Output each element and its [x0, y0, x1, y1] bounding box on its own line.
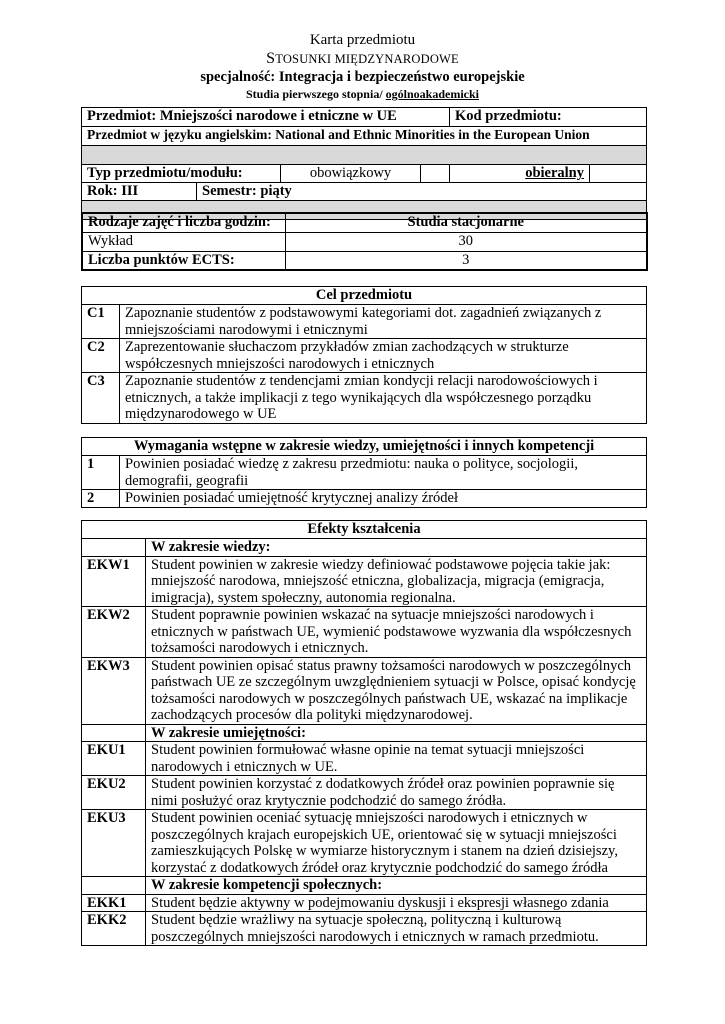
requirement-text: Powinien posiadać umiejętność krytycznej analizy źródeł — [120, 490, 647, 508]
document-label: Karta przedmiotu — [309, 32, 416, 48]
table-row — [82, 556, 647, 607]
course-title — [0, 50, 725, 68]
table-row — [82, 305, 647, 339]
study-mode: Studia stacjonarne — [285, 213, 647, 232]
outcome-code: EKW1 — [82, 556, 146, 607]
spacer-row — [82, 146, 647, 165]
study-level — [0, 87, 725, 102]
social-header: W zakresie kompetencji społecznych: — [146, 877, 647, 895]
table-row — [82, 373, 647, 424]
goal-text: Zaprezentowanie słuchaczom przykładów zmian zachodzących w strukturze współczesnych mniejszości narodowych i etnicznych — [120, 339, 647, 373]
goal-code: C3 — [82, 373, 120, 424]
type-mandatory-box — [421, 165, 450, 183]
hours-table — [81, 212, 648, 271]
goal-text: Zapoznanie studentów z tendencjami zmian kondycji relacji narodowościowych i etnicznych, a także implikacji z tego wynikających dla współczesnego porządku międzynarodowego w UE — [120, 373, 647, 424]
outcome-text: Student będzie aktywny w podejmowaniu dyskusji i ekspresji własnego zdania — [146, 894, 647, 912]
hours-label: Rodzaje zajęć i liczba godzin: — [82, 213, 285, 232]
outcome-code: EKU2 — [82, 776, 146, 810]
goal-text: Zapoznanie studentów z podstawowymi kategoriami dot. zagadnień związanych z mniejszościami narodowymi i etnicznymi — [120, 305, 647, 339]
outcome-code: EKK2 — [82, 912, 146, 946]
knowledge-header: W zakresie wiedzy: — [146, 539, 647, 557]
table-row — [82, 894, 647, 912]
goals-table — [81, 286, 647, 424]
course-title-initial: S — [266, 50, 276, 67]
ects-label: Liczba punktów ECTS: — [82, 251, 285, 270]
outcomes-title: Efekty kształcenia — [82, 521, 647, 539]
requirements-title: Wymagania wstępne w zakresie wiedzy, umiejętności i innych kompetencji — [82, 438, 647, 456]
goal-code: C1 — [82, 305, 120, 339]
outcome-text: Student będzie wrażliwy na sytuacje społeczną, polityczną i kulturową poszczególnych mniejszości narodowych i etnicznych w ramach przedmiotu. — [146, 912, 647, 946]
outcome-code: EKU1 — [82, 742, 146, 776]
outcome-text: Student powinien oceniać sytuację mniejszości narodowych i etnicznych w poszczególnych krajach europejskich UE, orientować się w sytuacji mniejszości zamieszkujących Polskę w wymiarze historycznym i stanem na dzień dzisiejszy, korzystać z dodatkowych źródeł oraz krytycznie podchodzić do samego źródła — [146, 810, 647, 877]
subject-name-en: Przedmiot w języku angielskim: National and Ethnic Minorities in the European Union — [82, 127, 647, 146]
outcome-code: EKW3 — [82, 657, 146, 724]
info-table — [81, 107, 647, 220]
study-profile: ogólnoakademicki — [385, 87, 480, 101]
year: Rok: III — [82, 183, 197, 201]
outcome-text: Student powinien w zakresie wiedzy definiować podstawowe pojęcia takie jak: mniejszość narodowa, mniejszość etniczna, globalizacja, migracja (emigracja, imigracja), system społeczny, autonomia regionalna. — [146, 556, 647, 607]
table-row — [82, 456, 647, 490]
specialty: specjalność: Integracja i bezpieczeństwo europejskie — [200, 69, 525, 85]
outcome-text: Student powinien formułować własne opinie na temat sytuacji mniejszości narodowych i etnicznych w UE. — [146, 742, 647, 776]
requirement-code: 2 — [82, 490, 120, 508]
table-row — [82, 607, 647, 658]
requirement-code: 1 — [82, 456, 120, 490]
goals-title: Cel przedmiotu — [82, 287, 647, 305]
type-elective: obieralny — [450, 165, 590, 183]
outcome-code: EKU3 — [82, 810, 146, 877]
type-label: Typ przedmiotu/modułu: — [82, 165, 281, 183]
outcome-code: EKK1 — [82, 894, 146, 912]
lecture-label: Wykład — [82, 232, 285, 251]
outcome-text: Student powinien korzystać z dodatkowych źródeł oraz powinien poprawnie się nimi posłużyć oraz krytycznie podchodzić do samego źródła. — [146, 776, 647, 810]
skills-header: W zakresie umiejętności: — [146, 724, 647, 742]
table-row — [82, 742, 647, 776]
course-title-rest: TOSUNKI MIĘDZYNARODOWE — [275, 52, 459, 66]
table-row — [82, 657, 647, 724]
type-elective-box — [590, 165, 647, 183]
goal-code: C2 — [82, 339, 120, 373]
semester: Semestr: piąty — [197, 183, 647, 201]
lecture-hours: 30 — [285, 232, 647, 251]
ects-value: 3 — [285, 251, 647, 270]
outcome-text: Student powinien opisać status prawny tożsamości narodowych w poszczególnych państwach UE ze szczególnym uwzględnieniem sytuacji w Polsce, opisać kondycję tożsamości narodowych w poszczególnych państwach UE, wskazać na implikacje zachodzących procesów dla polityki międzynarodowej. — [146, 657, 647, 724]
subject-name: Przedmiot: Mniejszości narodowe i etniczne w UE — [82, 108, 450, 127]
table-row — [82, 912, 647, 946]
requirement-text: Powinien posiadać wiedzę z zakresu przedmiotu: nauka o polityce, socjologii, demografii, geografii — [120, 456, 647, 490]
outcomes-table — [81, 520, 647, 946]
table-row — [82, 339, 647, 373]
outcome-text: Student poprawnie powinien wskazać na sytuacje mniejszości narodowych i etnicznych w państwach UE, wymienić podstawowe wyzwania dla współczesnych tożsamości narodowych i etnicznych. — [146, 607, 647, 658]
outcome-code: EKW2 — [82, 607, 146, 658]
table-row — [82, 490, 647, 508]
table-row — [82, 776, 647, 810]
table-row — [82, 810, 647, 877]
requirements-table — [81, 437, 647, 508]
subject-code-label: Kod przedmiotu: — [450, 108, 647, 127]
study-level-prefix: Studia pierwszego stopnia/ — [245, 87, 386, 101]
type-mandatory: obowiązkowy — [281, 165, 421, 183]
